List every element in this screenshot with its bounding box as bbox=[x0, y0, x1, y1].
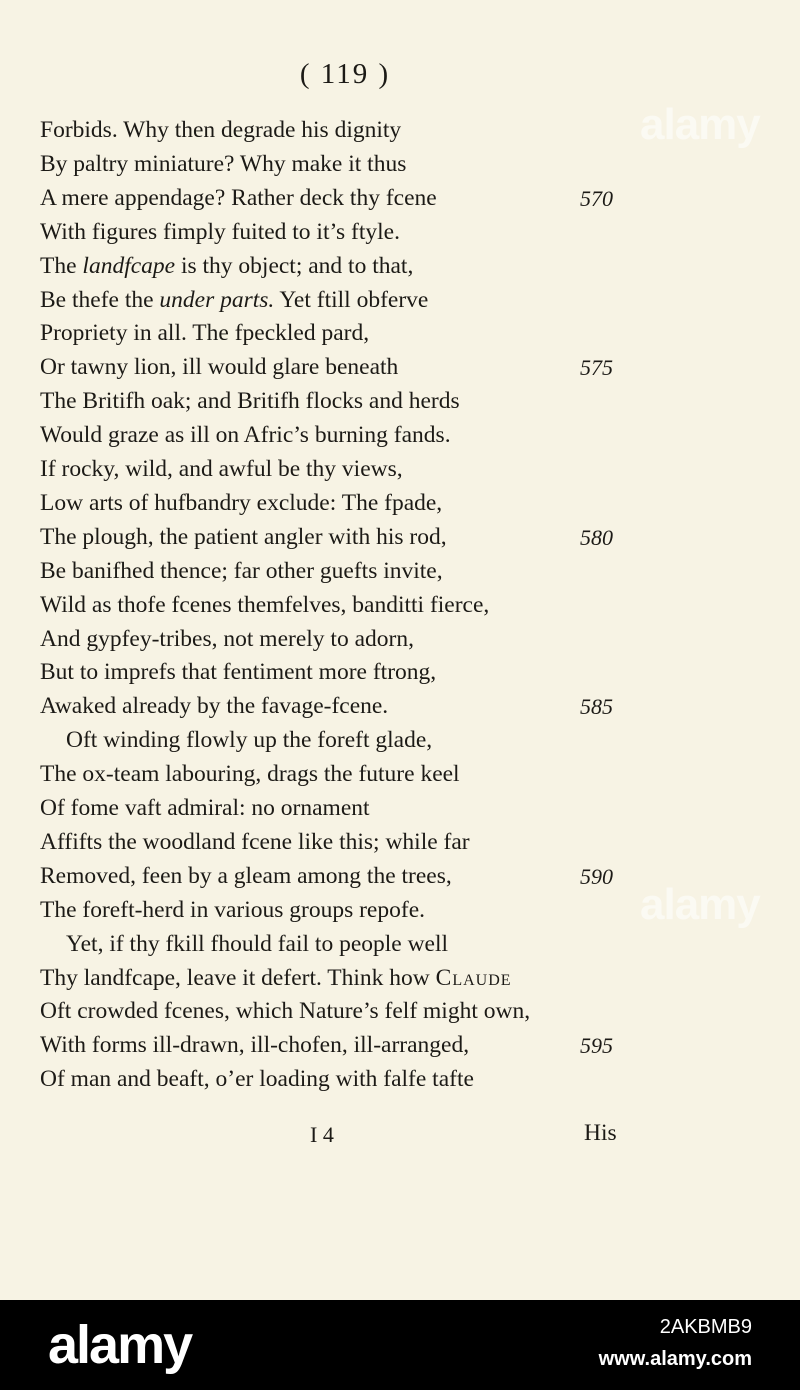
line-segment: Of fome vaft admiral: no ornament bbox=[40, 795, 370, 821]
line-segment: Claude bbox=[435, 965, 512, 991]
line-number: 575 bbox=[580, 355, 613, 380]
poem-line bbox=[40, 115, 401, 145]
poem-line bbox=[40, 217, 400, 247]
line-segment: The bbox=[40, 253, 83, 279]
poem-line bbox=[40, 183, 437, 213]
line-segment: Forbids. Why then degrade his dignity bbox=[40, 117, 402, 143]
line-segment: And gypfey-tribes, not merely to adorn, bbox=[40, 626, 414, 652]
poem-line bbox=[40, 454, 403, 484]
line-segment: Low arts of hufbandry exclude: The fpade, bbox=[40, 490, 443, 516]
line-segment: Oft crowded fcenes, which Nature’s felf might own, bbox=[40, 998, 531, 1024]
watermark-top: alamy bbox=[640, 100, 760, 149]
poem-line bbox=[40, 759, 460, 789]
printer-signature: I 4 bbox=[310, 1122, 334, 1147]
poem-line bbox=[40, 522, 447, 552]
line-number: 595 bbox=[580, 1033, 613, 1058]
page-number: ( 119 ) bbox=[299, 58, 391, 90]
poem-line bbox=[40, 963, 512, 993]
site-url: www.alamy.com bbox=[598, 1348, 752, 1370]
poem-line bbox=[40, 251, 413, 281]
poem-line bbox=[40, 488, 442, 518]
line-segment: With forms ill-drawn, ill-chofen, ill-arranged, bbox=[40, 1032, 470, 1058]
poem-line bbox=[40, 285, 428, 315]
catchword: His bbox=[584, 1120, 617, 1146]
line-segment: A mere appendage? Rather deck thy fcene bbox=[40, 185, 437, 211]
poem-line bbox=[40, 624, 414, 654]
line-number: 570 bbox=[580, 186, 613, 211]
line-segment: is thy object; and to that, bbox=[175, 253, 414, 279]
watermark-bottom: alamy bbox=[640, 880, 760, 929]
poem-line bbox=[40, 318, 369, 348]
line-segment: The plough, the patient angler with his rod, bbox=[40, 524, 447, 550]
line-segment: Awaked already by the favage-fcene. bbox=[40, 693, 389, 719]
poem-line bbox=[40, 352, 398, 382]
stock-footer-bar bbox=[0, 1300, 800, 1390]
line-segment: The ox-team labouring, drags the future keel bbox=[40, 761, 460, 787]
line-segment: Propriety in all. The fpeckled pard, bbox=[40, 320, 370, 346]
alamy-logo: alamy bbox=[48, 1315, 192, 1375]
line-segment: By paltry miniature? Why make it thus bbox=[40, 151, 407, 177]
line-segment: With figures fimply fuited to it’s ftyle. bbox=[40, 219, 400, 245]
image-id: 2AKBMB9 bbox=[659, 1316, 752, 1338]
line-segment: Be banifhed thence; far other guefts invite, bbox=[40, 558, 443, 584]
line-segment: Yet, if thy fkill fhould fail to people well bbox=[66, 931, 449, 957]
line-segment: under parts. bbox=[159, 287, 275, 313]
line-segment: Thy landfcape, leave it defert. Think how bbox=[40, 965, 436, 991]
line-segment: Oft winding flowly up the foreft glade, bbox=[66, 727, 433, 753]
line-number: 580 bbox=[580, 525, 613, 550]
poem-line bbox=[40, 827, 470, 857]
line-segment: But to imprefs that fentiment more ftrong, bbox=[40, 659, 437, 685]
line-segment: Yet ftill obferve bbox=[274, 287, 429, 313]
line-segment: Wild as thofe fcenes themfelves, banditti fierce, bbox=[40, 592, 490, 618]
poem-line bbox=[66, 929, 448, 959]
poem-line bbox=[40, 793, 370, 823]
line-segment: Would graze as ill on Afric’s burning fands. bbox=[40, 422, 451, 448]
poem-line bbox=[40, 149, 406, 179]
line-number: 590 bbox=[580, 864, 613, 889]
line-segment: The foreft-herd in various groups repofe. bbox=[40, 897, 425, 923]
poem-line bbox=[40, 861, 452, 891]
poem-line bbox=[40, 996, 530, 1026]
poem-line bbox=[66, 725, 432, 755]
poem-line bbox=[40, 556, 443, 586]
poem-line bbox=[40, 657, 436, 687]
poem-line bbox=[40, 386, 460, 416]
line-segment: The Britifh oak; and Britifh flocks and herds bbox=[40, 388, 460, 414]
line-segment: Removed, feen by a gleam among the trees, bbox=[40, 863, 452, 889]
poem-line bbox=[40, 420, 451, 450]
poem-line bbox=[40, 691, 388, 721]
line-segment: If rocky, wild, and awful be thy views, bbox=[40, 456, 403, 482]
line-segment: landfcape bbox=[82, 253, 176, 279]
poem-line bbox=[40, 1030, 469, 1060]
line-number: 585 bbox=[580, 694, 613, 719]
line-segment: Or tawny lion, ill would glare beneath bbox=[40, 354, 399, 380]
line-segment: Of man and beaft, o’er loading with falfe tafte bbox=[40, 1066, 474, 1092]
poem-line bbox=[40, 895, 425, 925]
poem-line bbox=[40, 1064, 474, 1094]
line-segment: Affifts the woodland fcene like this; while far bbox=[40, 829, 470, 855]
poem-line bbox=[40, 590, 489, 620]
line-segment: Be thefe the bbox=[40, 287, 160, 313]
